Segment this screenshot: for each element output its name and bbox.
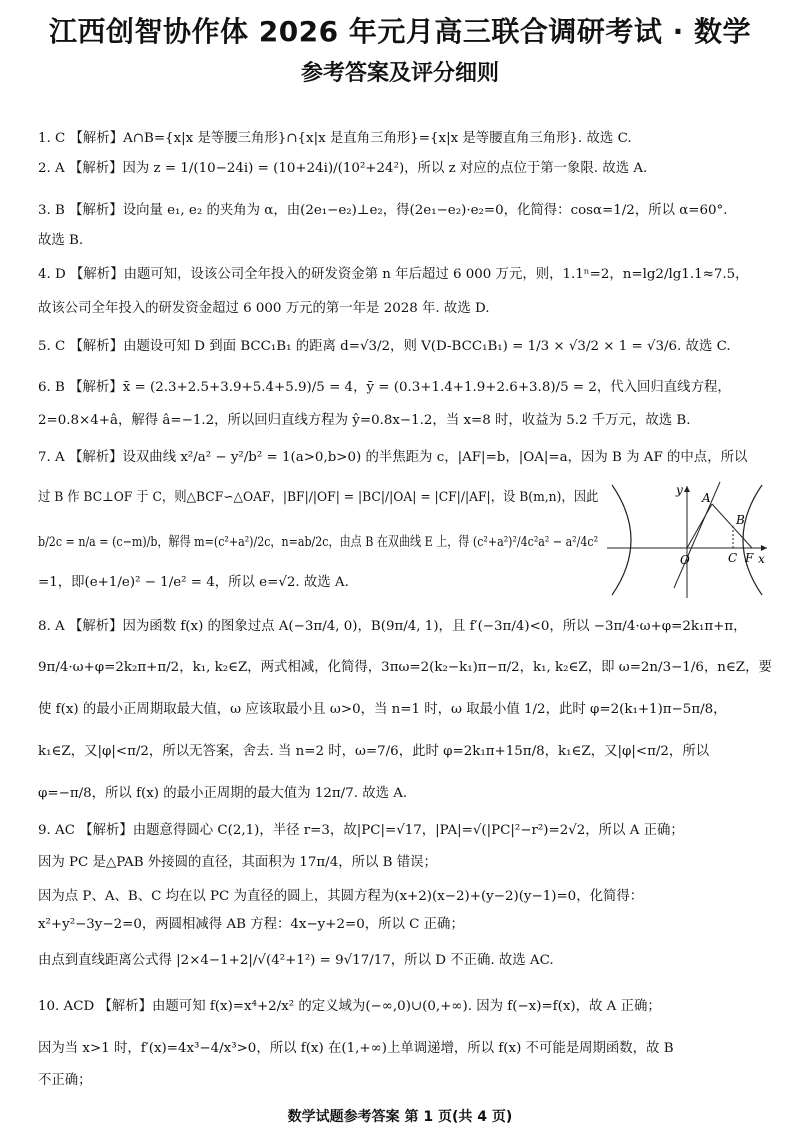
page-footer: 数学试题参考答案 第 1 页(共 4 页) xyxy=(287,1109,513,1125)
label-y: y xyxy=(676,483,683,497)
answer-line: 2=0.8×4+â，解得 â=−1.2，所以回归直线方程为 ŷ=0.8x−1.2，当 x=8 时，收益为 5.2 千万元，故选 B. xyxy=(38,413,691,428)
answer-line: 5. C 【解析】由题设可知 D 到面 BCC₁B₁ 的距离 d=√3/2，则 V(D-BCC₁B₁) = 1/3 × √3/2 × 1 = √3/6. 故选 C. xyxy=(38,339,731,354)
answer-line: φ=−π/8，所以 f(x) 的最小正周期的最大值为 12π/7. 故选 A. xyxy=(38,786,408,801)
answer-line: 因为 PC 是△PAB 外接圆的直径，其面积为 17π/4，所以 B 错误； xyxy=(38,855,437,870)
label-b: B xyxy=(736,513,745,527)
answer-line: =1，即(e+1/e)² − 1/e² = 4，所以 e=√2. 故选 A. xyxy=(38,575,349,590)
answer-line: 故选 B. xyxy=(38,233,84,248)
hyperbola-right-branch xyxy=(743,485,762,595)
answer-line: 由点到直线距离公式得 |2×4−1+2|/√(4²+1²) = 9√17/17，所以 D 不正确. 故选 AC. xyxy=(38,953,554,968)
answer-line: 7. A 【解析】设双曲线 x²/a² − y²/b² = 1(a>0,b>0) 的半焦距为 c，|AF|=b，|OA|=a，因为 B 为 AF 的中点，所以 xyxy=(38,450,748,465)
answer-line: k₁∈Z，又|φ|<π/2，所以无答案，舍去. 当 n=2 时，ω=7/6，此时 φ=2k₁π+15π/8，k₁∈Z，又|φ|<π/2，所以 xyxy=(38,744,710,759)
answer-line: 9. AC 【解析】由题意得圆心 C(2,1)，半径 r=3，故|PC|=√17，|PA|=√(|PC|²−r²)=2√2，所以 A 正确； xyxy=(38,823,684,838)
answer-line: 4. D 【解析】由题可知，设该公司全年投入的研发资金第 n 年后超过 6 000 万元，则，1.1ⁿ=2，n=lg2/lg1.1≈7.5， xyxy=(38,267,749,282)
answer-line: b/2c = n/a = (c−m)/b，解得 m=(c²+a²)/2c，n=ab/2c，由点 B 在双曲线 E 上，得 (c²+a²)²/4c²a² − a²/4c² xyxy=(38,535,599,550)
page-subtitle: 参考答案及评分细则 xyxy=(300,61,499,86)
answer-line: 过 B 作 BC⊥OF 于 C，则△BCF∽△OAF，|BF|/|OF| = |BC|/|OA| = |CF|/|AF|，设 B(m,n)，因此 xyxy=(38,490,599,505)
hyperbola-figure xyxy=(602,480,772,600)
label-c: C xyxy=(728,551,738,565)
answer-line: 6. B 【解析】x̄ = (2.3+2.5+3.9+5.4+5.9)/5 = 4，ȳ = (0.3+1.4+1.9+2.6+3.8)/5 = 2，代入回归直线方程， xyxy=(38,380,731,395)
answer-line: 10. ACD 【解析】由题可知 f(x)=x⁴+2/x² 的定义域为(−∞,0)∪(0,+∞). 因为 f(−x)=f(x)，故 A 正确； xyxy=(38,999,661,1014)
segment-oa xyxy=(687,504,712,548)
answer-line: 8. A 【解析】因为函数 f(x) 的图象过点 A(−3π/4, 0)，B(9π/4, 1)，且 f′(−3π/4)<0，所以 −3π/4·ω+φ=2k₁π+π， xyxy=(38,619,747,634)
y-axis-arrow xyxy=(684,486,690,492)
hyperbola-left-branch xyxy=(612,485,631,595)
page-title: 江西创智协作体 2026 年元月高三联合调研考试 · 数学 xyxy=(48,15,752,48)
answer-line: 2. A 【解析】因为 z = 1/(10−24i) = (10+24i)/(10²+24²)，所以 z 对应的点位于第一象限. 故选 A. xyxy=(38,161,648,176)
segment-af xyxy=(712,504,752,548)
answer-line: 3. B 【解析】设向量 e₁, e₂ 的夹角为 α，由(2e₁−e₂)⊥e₂，得(2e₁−e₂)·e₂=0，化简得：cosα=1/2，所以 α=60°. xyxy=(38,203,728,218)
asymptote-line xyxy=(674,482,720,588)
answer-line: 1. C 【解析】A∩B={x|x 是等腰三角形}∩{x|x 是直角三角形}={x|x 是等腰直角三角形}. 故选 C. xyxy=(38,131,632,146)
label-o: O xyxy=(680,553,690,567)
answer-line: 因为当 x>1 时，f′(x)=4x³−4/x³>0，所以 f(x) 在(1,+∞)上单调递增，所以 f(x) 不可能是周期函数，故 B xyxy=(38,1041,674,1056)
label-a: A xyxy=(702,491,711,505)
answer-line: 不正确； xyxy=(38,1073,92,1088)
answer-line: 因为点 P、A、B、C 均在以 PC 为直径的圆上，其圆方程为(x+2)(x−2)+(y−2)(y−1)=0，化简得： xyxy=(38,889,644,904)
answer-line: x²+y²−3y−2=0，两圆相减得 AB 方程：4x−y+2=0，所以 C 正确； xyxy=(38,917,464,932)
label-f: F xyxy=(745,551,754,565)
answer-line: 使 f(x) 的最小正周期取最大值，ω 应该取最小且 ω>0，当 n=1 时，ω 取最小值 1/2，此时 φ=2(k₁+1)π−5π/8， xyxy=(38,702,727,717)
label-x: x xyxy=(758,552,765,566)
answer-line: 故该公司全年投入的研发资金超过 6 000 万元的第一年是 2028 年. 故选 D. xyxy=(38,301,490,316)
x-axis-arrow xyxy=(761,545,767,551)
answer-line: 9π/4·ω+φ=2k₂π+π/2，k₁, k₂∈Z，两式相减，化简得，3πω=2(k₂−k₁)π−π/2，k₁, k₂∈Z，即 ω=2n/3−1/6，n∈Z，要 xyxy=(38,660,772,675)
